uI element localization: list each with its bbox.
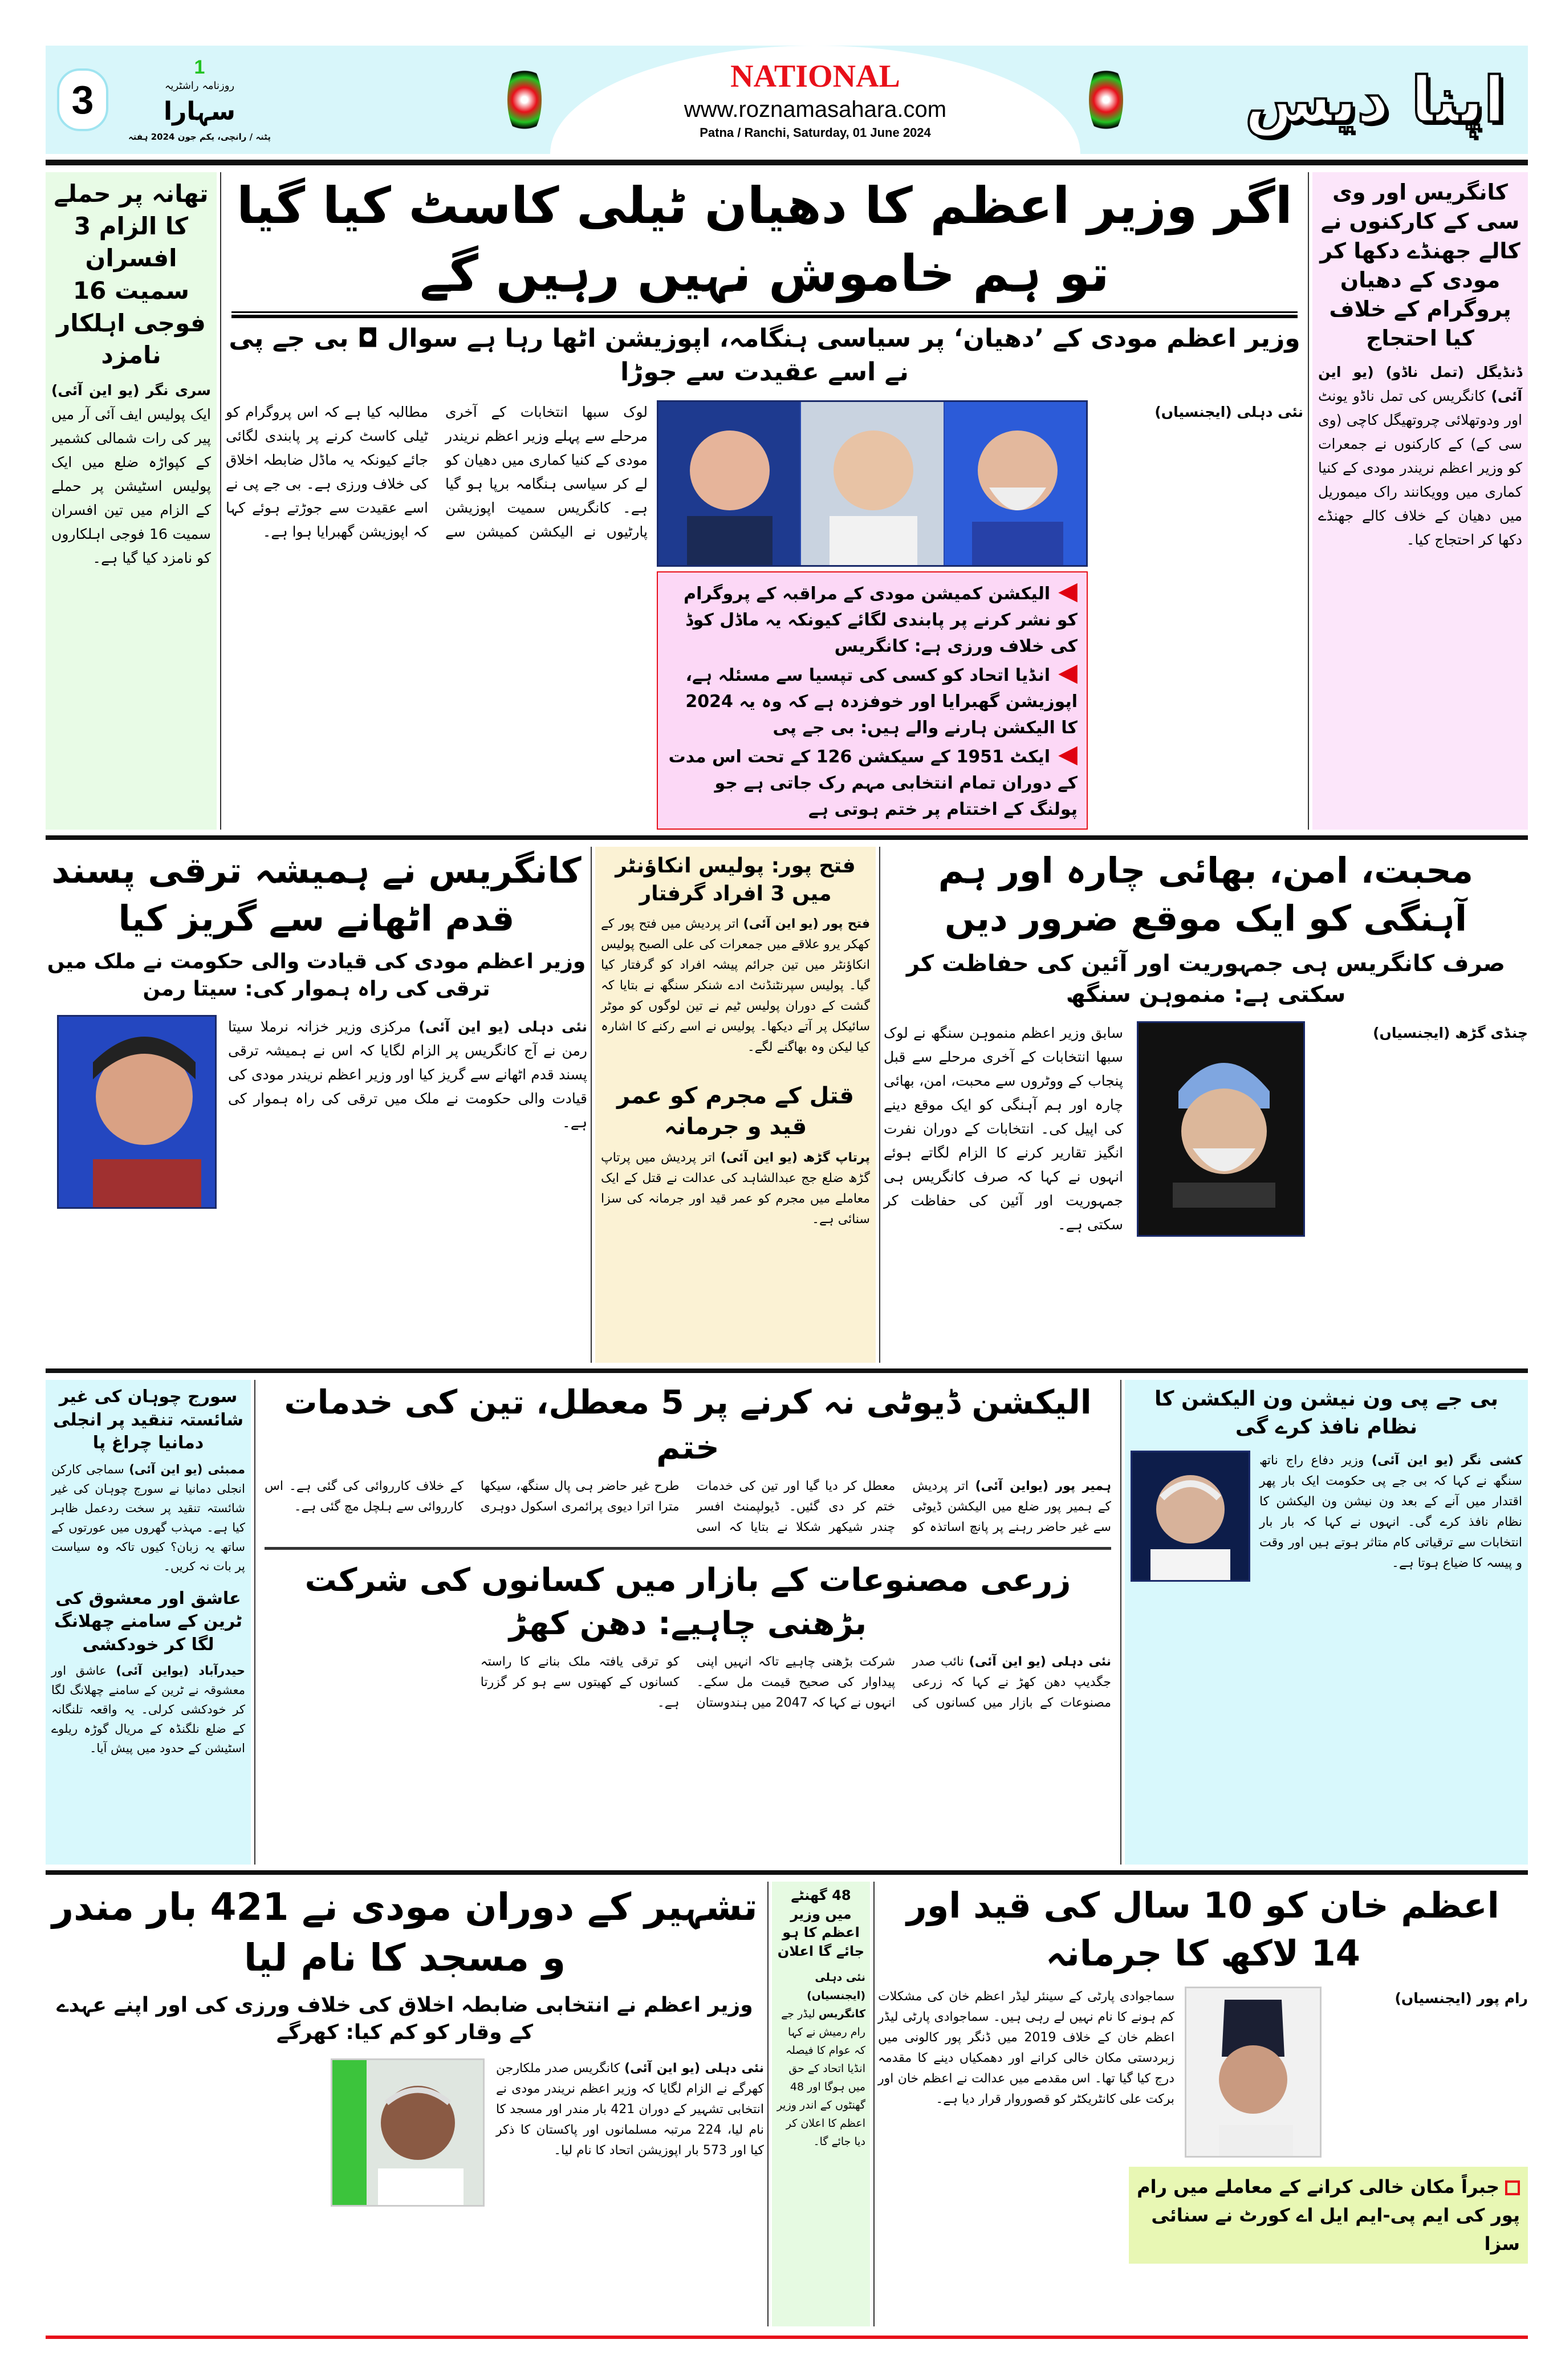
story-body: ہمیر پور (یواین آئی) اتر پردیش کے ہمیر پور ضلع میں الیکشن ڈیوٹی سے غیر حاضر رہنے پر پانچ اساتذہ کو معطل کر دیا گیا اور تین کی خدمات ختم کر دی گئیں۔ ڈیولپمنٹ افسر چندر شیکھر شکلا نے بتایا کہ اسی طرح غیر حاضر ہی پال سنگھ، سیکھا مترا اترا دیوی پرائمری اسکول دوہری کے خلاف کارروائی کی گئی ہے۔ اس کارروائی سے ہلچل مچ گئی ہے۔ (265, 1479, 1111, 1534)
subheadline: وزیر اعظم نے انتخابی ضابطہ اخلاق کی خلاف ورزی کی اور اپنے عہدے کے وقار کو کم کیا: کھرگے (56, 1993, 753, 2045)
bullet-item: ◀الیکشن کمیشن مودی کے مراقبہ کے پروگرام کو نشر کرنے پر پابندی لگائے کیونکہ یہ ماڈل کوڈ کی خلاف ورزی ہے: کانگریس (684, 576, 1078, 657)
story-body: نئی دہلی (یو این آئی) نائب صدر جگدیپ دھن کھڑ نے کہا کہ زرعی مصنوعات کے بازار میں کسانوں کی شرکت بڑھنی چاہیے تاکہ انہیں اپنی پیداوار کی صحیح قیمت مل سکے۔ انہوں نے کہا کہ 2047 میں ہندوستان کو ترقی یافتہ ملک بنانے کا راستہ کسانوں کے کھیتوں سے ہو کر گزرتا ہے۔ (480, 1655, 1111, 1711)
story-body: نئی دہلی (یو این آئی) کانگریس صدر ملکارجن کھرگے نے الزام لگایا کہ وزیر اعظم نریندر مودی نے انتخابی تشہیر کے دوران 421 بار مندر اور مسجد کا نام لیا، 224 مرتبہ مسلمانوں اور پاکستان کا ذکر کیا اور 573 بار اپوزیشن اتحاد کا نام لیا۔ (496, 2061, 764, 2158)
bullet-item: ◀انڈیا اتحاد کو کسی کی تپسیا سے مسئلہ ہے، اپوزیشن گھبرایا اور خوفزدہ ہے کہ وہ یہ 2024 کا الیکشن ہارنے والے ہیں: بی جے پی (685, 658, 1078, 738)
third-section (46, 1380, 1528, 1865)
story-body: ڈنڈیگل (تمل ناڈو) (یو این آئی) کانگریس کی تمل ناڈو یونٹ اور ودوتھلائی چروتھیگل کاچی (وی سی کے) کے کارکنوں نے جمعرات کو وزیر اعظم نریندر مودی کے کنیا کماری میں وویکانند راک میموریل میں دھیان کے خلاف کالے جھنڈے دکھا کر احتجاج کیا۔ (1318, 363, 1522, 548)
photo-image (332, 2060, 483, 2205)
bullet-box (657, 571, 1088, 830)
story-body: کشی نگر (یو این آئی) وزیر دفاع راج ناتھ سنگھ نے کہا کہ بی جے پی حکومت ایک بار پھر اقتدار میں آنے کے بعد ون نیشن ون الیکشن کا نظام نافذ کرے گی۔ انہوں نے کہا کہ بار بار انتخابات سے ترقیاتی کام متاثر ہوتے ہیں اور وقت و پیسہ کا ضیاع ہوتا ہے۔ (1259, 1453, 1523, 1570)
subheadline: وزیر اعظم مودی کی قیادت والی حکومت نے ملک میں ترقی کی راہ ہموار کی: سیتا رمن (47, 949, 586, 1001)
story-body: سابق وزیر اعظم منموہن سنگھ نے لوک سبھا انتخابات کے آخری مرحلے سے قبل پنجاب کے ووٹروں سے محبت، امن، بھائی چارہ اور ہم آہنگی کو ایک موقع دینے کی اپیل کی۔ انتخابات کے دوران نفرت انگیز تقاریر کرنے کا الزام لگاتے ہوئے انہوں نے کہا کہ صرف کانگریس ہی جمہوریت اور آئین کی حفاظت کر سکتی ہے۔ (884, 1024, 1123, 1233)
red-square-bullet-icon (1505, 2180, 1520, 2195)
headline-2: عاشق اور معشوق کی ٹرین کے سامنے چھلانگ لگا کر خودکشی (54, 1588, 242, 1655)
page-title: اپنا دیس (1245, 63, 1505, 136)
story-body: نئی دہلی (ایجنسیاں) کانگریس لیڈر جے رام رمیش نے کہا کہ عوام کا فیصلہ انڈیا اتحاد کے حق میں ہوگا اور 48 گھنٹوں کے اندر وزیر اعظم کا اعلان کر دیا جائے گا۔ (776, 1971, 865, 2148)
section-title: NATIONAL (730, 59, 900, 94)
section-divider (46, 1870, 1528, 1875)
website-link[interactable]: www.roznamasahara.com (684, 97, 947, 122)
story-one-nation-one-election (1125, 1380, 1528, 1865)
story-agri-markets (259, 1559, 1117, 1713)
triangle-bullet-icon: ◀ (1058, 740, 1078, 769)
logo: سہارا (164, 97, 235, 126)
story-sitharaman (46, 847, 587, 1363)
page-number-badge: 3 (57, 68, 108, 131)
story-body: سری نگر (یو این آئی) ایک پولیس ایف آئی آر میں پیر کی رات شمالی کشمیر کے کپواڑہ ضلع میں ایک پولیس اسٹیشن پر حملے کے الزام میں تین افسران سمیت 16 فوجی اہلکاروں کو نامزد کیا گیا ہے۔ (51, 382, 211, 567)
footer-rule (46, 2336, 1528, 2339)
photo-azam-khan (1185, 1987, 1322, 2158)
photo-image (59, 1017, 215, 1207)
story-body: نئی دہلی (یو این آئی) مرکزی وزیر خزانہ نرملا سیتا رمن نے آج کانگریس پر الزام لگایا کہ اس نے ہمیشہ ترقی پسند قدم اٹھانے سے گریز کیا اور وزیر اعظم نریندر مودی کی قیادت والی حکومت نے ملک میں ترقی کی راہ ہموار کی ہے۔ (228, 1018, 587, 1131)
section-arch (550, 46, 1080, 154)
column-divider (591, 847, 592, 1363)
column-divider (1308, 172, 1309, 830)
sunburst-icon (1089, 63, 1123, 137)
headline: فتح پور: پولیس انکاؤنٹر میں 3 افراد گرفتار (615, 854, 856, 905)
bullet-item: ◀ایکٹ 1951 کے سیکشن 126 کے تحت اس مدت کے دوران تمام انتخابی مہم رک جاتی ہے جو پولنگ کے اختتام پر ختم ہوتی ہے (668, 740, 1078, 820)
story-dateline: رام پور (ایجنسیاں) (1394, 1989, 1528, 2007)
headline: کانگریس اور وی سی کے کارکنوں نے کالے جھنڈے دکھا کر مودی کے دھیان پروگرام کے خلاف کیا احتجاج (1320, 180, 1520, 351)
story-modi-421 (46, 1882, 764, 2326)
story-vck-protest (1312, 172, 1528, 830)
section-divider (46, 835, 1528, 840)
photo-image (1132, 1452, 1249, 1580)
subheadline: صرف کانگریس ہی جمہوریت اور آئین کی حفاظت کر سکتی ہے: منموہن سنگھ (906, 950, 1506, 1008)
photo-image (1139, 1023, 1303, 1208)
headline: اعظم خان کو 10 سال کی قید اور 14 لاکھ کا جرمانہ (906, 1884, 1499, 1975)
headline: الیکشن ڈیوٹی نہ کرنے پر 5 معطل، تین کی خدمات ختم (284, 1383, 1092, 1467)
story-body-2: حیدرآباد (یواین آئی) عاشق اور معشوقہ نے ٹرین کے سامنے چھلانگ لگا کر خودکشی کرلی۔ یہ واقعہ تلنگانہ کے ضلع نلگنڈہ کے مریال گوڑہ ریلوے اسٹیشن کے حدود میں پیش آیا۔ (51, 1664, 245, 1756)
story-azam-khan (878, 1882, 1528, 2326)
photo-kharge (331, 2058, 485, 2207)
story-thana-attack (46, 172, 217, 830)
main-story-body-left: لوک سبھا انتخابات کے آخری مرحلے سے پہلے وزیر اعظم نریندر مودی کے کنیا کماری میں دھیان کو لے کر سیاسی ہنگامہ برپا ہو گیا ہے۔ کانگریس سمیت اپوزیشن پارٹیوں نے الیکشن کمیشن سے مطالبہ کیا ہے کہ اس پروگرام کو ٹیلی کاسٹ کرنے پر پابندی لگائی جائے کیونکہ یہ ماڈل ضابطہ اخلاق کی خلاف ورزی ہے۔ بی جے پی نے اسے عقیدت سے جوڑتے ہوئے کہا کہ اپوزیشن گھبرایا ہوا ہے۔ (226, 404, 648, 541)
logo-date: پٹنہ / رانچی، یکم جون 2024 ہفتہ (128, 132, 271, 142)
column-divider (220, 172, 221, 830)
headline: محبت، امن، بھائی چارہ اور ہم آہنگی کو ایک موقع ضرور دیں (938, 850, 1474, 940)
story-suraj-chauhan (46, 1380, 251, 1865)
photo-rajnath (1131, 1451, 1250, 1582)
header-divider (46, 160, 1528, 165)
column-divider (254, 1380, 255, 1865)
photo-image (658, 402, 1086, 565)
headline: بی جے پی ون نیشن ون الیکشن کا نظام نافذ کرے گی (1154, 1387, 1499, 1439)
column-divider (767, 1882, 769, 2326)
headline: 48 گھنٹے میں وزیر اعظم کا ہو جائے گا اعلان (777, 1887, 865, 1959)
story-body: ممبئی (یو این آئی) سماجی کارکن انجلی دمانیا نے سورج چوہان کی غیر شائستہ تنقید پر سخت ردعمل ظاہر کیا ہے۔ مہذب گھروں میں عورتوں کے ساتھ یہ زبان؟ کیوں تاکہ وہ سیاست پر بات نہ کریں۔ (51, 1462, 245, 1573)
photo-manmohan (1137, 1021, 1305, 1237)
story-body: فتح پور (یو این آئی) اتر پردیش میں فتح پور کے کھکر یرو علاقے میں جمعرات کی علی الصبح پولیس انکاؤنٹر میں تین جرائم پیشہ افراد کو گرفتار کیا گیا۔ پولیس سپرنٹنڈنٹ ادے شنکر سنگھ نے بتایا کہ گشت کے دوران پولیس ٹیم نے تین لوگوں کو موٹر سائیکل پر آتے دیکھا۔ پولیس نے اسے رکنے کا اشارہ کیا لیکن وہ بھاگنے لگے۔ (601, 916, 870, 1054)
column-divider (879, 847, 880, 1363)
column-divider (873, 1882, 875, 2326)
headline-2: قتل کے مجرم کو عمر قید و جرمانہ (617, 1082, 854, 1140)
headline: تشہیر کے دوران مودی نے 421 بار مندر و مسجد کا نام لیا (52, 1885, 758, 1980)
headline: زرعی مصنوعات کے بازار میں کسانوں کی شرکت بڑھنی چاہیے: دھن کھڑ (304, 1561, 1071, 1642)
headline: کانگریس نے ہمیشہ ترقی پسند قدم اٹھانے سے گریز کیا (51, 850, 582, 940)
top-section (46, 172, 1528, 830)
photo-image (1186, 1988, 1320, 2156)
middle-section (46, 847, 1528, 1363)
photo-leaders (657, 400, 1088, 567)
story-48-hours (772, 1882, 870, 2326)
story-manmohan (884, 847, 1528, 1363)
main-story (225, 172, 1304, 830)
headline: سورج چوہان کی غیر شائستہ تنقید پر انجلی دمانیا چراغ پا (52, 1387, 244, 1453)
bottom-section (46, 1882, 1528, 2326)
logo-badge-icon: 1 (194, 56, 205, 78)
headline-rule (231, 311, 1298, 318)
headline: تھانہ پر حملے کا الزام 3 افسران سمیت 16 فوجی اہلکار نامزد (54, 180, 209, 369)
story-body-2: پرتاپ گڑھ (یو این آئی) اتر پردیش میں پرتاپ گڑھ ضلع جج عبدالشاہد کی عدالت نے قتل کے ایک معاملے میں مجرم کو عمر قید اور جرمانہ کی سزا سنائی ہے۔ (601, 1150, 870, 1226)
photo-sitharaman (57, 1015, 217, 1209)
story-dateline: چنڈی گڑھ (ایجنسیاں) (1373, 1024, 1528, 1041)
masthead (46, 46, 1528, 154)
story-fatehpur (595, 847, 876, 1363)
story-body: سماجوادی پارٹی کے سینئر لیڈر اعظم خان کی مشکلات کم ہونے کا نام نہیں لے رہی ہیں۔ سماجوادی پارٹی لیڈر اعظم خان کے خلاف 2019 میں ڈنگر پور کالونی میں زبردستی مکان خالی کرانے اور دھمکیاں دینے کا مقدمہ درج کیا گیا تھا۔ اس مقدمے میں عدالت نے اعظم خان اور برکت علی کانٹریکٹر کو قصوروار قرار دیا ہے۔ (878, 1989, 1174, 2106)
logo-block (128, 56, 271, 144)
main-headline: اگر وزیر اعظم کا دھیان ٹیلی کاسٹ کیا گیا تو ہم خاموش نہیں رہیں گے (237, 176, 1292, 303)
main-story-body-right: نئی دہلی (ایجنسیاں) (1154, 404, 1303, 421)
highlight-box: جبراً مکان خالی کرانے کے معاملے میں رام پور کی ایم پی-ایم ایل اے کورٹ نے سنائی سزا (1129, 2167, 1528, 2264)
story-election-duty (259, 1380, 1117, 1538)
triangle-bullet-icon: ◀ (1058, 658, 1078, 688)
inner-divider (265, 1547, 1111, 1550)
edition-dateline: Patna / Ranchi, Saturday, 01 June 2024 (700, 125, 931, 140)
column-divider (1120, 1380, 1121, 1865)
logo-subtitle: روزنامہ راشٹریہ (164, 80, 235, 92)
main-subheadline: وزیر اعظم مودی کے ’دھیان‘ پر سیاسی ہنگامہ، اپوزیشن اٹھا رہا ہے سوال ◘ بی جے پی نے اسے عقیدت سے جوڑا (229, 323, 1300, 387)
section-divider (46, 1368, 1528, 1373)
sunburst-icon (507, 63, 542, 137)
triangle-bullet-icon: ◀ (1058, 576, 1078, 606)
